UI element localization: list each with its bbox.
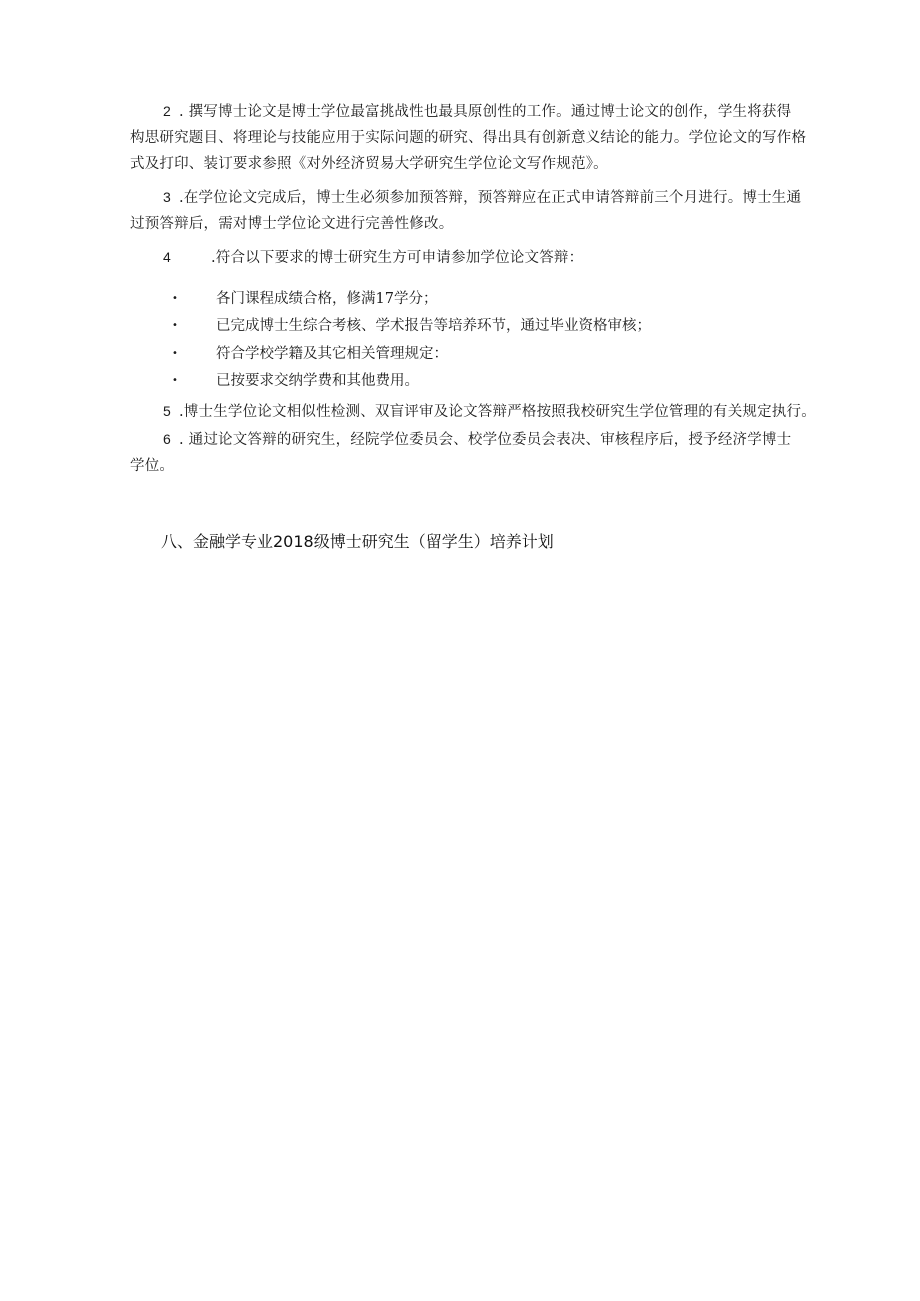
paragraph-5 bbox=[130, 398, 842, 425]
list-item-text: 符合学校学籍及其它相关管理规定： bbox=[216, 346, 448, 362]
paragraph-2-text-1: . 撰写博士论文是博士学位最富挑战性也最具原创性的工作。通过博士论文的创作，学生将获得 bbox=[179, 104, 792, 120]
list-item bbox=[172, 288, 832, 310]
paragraph-6-line-1 bbox=[130, 426, 842, 453]
list-item bbox=[172, 343, 832, 365]
paragraph-4-line-1 bbox=[130, 244, 842, 271]
paragraph-4-text-1: .符合以下要求的博士研究生方可申请参加学位论文答辩： bbox=[211, 250, 584, 266]
list-item-text: 各门课程成绩合格，修满17学分； bbox=[216, 291, 438, 307]
bullet-icon: • bbox=[172, 348, 178, 359]
list-item-text: 已完成博士生综合考核、学术报告等培养环节，通过毕业资格审核； bbox=[216, 318, 651, 334]
paragraph-6-line-2: 学位。 bbox=[130, 458, 175, 474]
bullet-icon: • bbox=[172, 320, 178, 331]
paragraph-3 bbox=[130, 184, 842, 237]
paragraph-6-number: 6 bbox=[163, 431, 171, 447]
list-item bbox=[172, 315, 832, 337]
paragraph-4-number: 4 bbox=[163, 249, 171, 265]
paragraph-3-number: 3 bbox=[163, 189, 171, 205]
paragraph-5-number: 5 bbox=[163, 403, 171, 419]
paragraph-5-line-1 bbox=[130, 398, 842, 425]
bullet-icon: • bbox=[172, 293, 178, 304]
paragraph-2-line-3: 式及打印、装订要求参照《对外经济贸易大学研究生学位论文写作规范》。 bbox=[130, 156, 608, 172]
list-item-text: 已按要求交纳学费和其他费用。 bbox=[216, 373, 419, 389]
section-heading: 八、金融学专业2018级博士研究生（留学生）培养计划 bbox=[161, 532, 554, 551]
paragraph-4 bbox=[130, 244, 842, 271]
paragraph-5-text-1: .博士生学位论文相似性检测、双盲评审及论文答辩严格按照我校研究生学位管理的有关规定执行。 bbox=[179, 404, 816, 420]
paragraph-2-number: 2 bbox=[163, 103, 171, 119]
bullet-icon: • bbox=[172, 375, 178, 386]
paragraph-3-text-1: .在学位论文完成后，博士生必须参加预答辩，预答辩应在正式申请答辩前三个月进行。博士生通 bbox=[179, 190, 802, 206]
list-item bbox=[172, 370, 832, 392]
paragraph-2-line-1 bbox=[130, 98, 842, 125]
paragraph-6 bbox=[130, 426, 842, 479]
paragraph-3-line-1 bbox=[130, 184, 842, 211]
paragraph-6-text-1: . 通过论文答辩的研究生，经院学位委员会、校学位委员会表决、审核程序后，授予经济学博士 bbox=[179, 432, 792, 448]
paragraph-2 bbox=[130, 98, 842, 177]
paragraph-3-line-2: 过预答辩后，需对博士学位论文进行完善性修改。 bbox=[130, 216, 454, 232]
paragraph-2-line-2: 构思研究题目、将理论与技能应用于实际问题的研究、得出具有创新意义结论的能力。学位论文的写作格 bbox=[130, 130, 807, 146]
